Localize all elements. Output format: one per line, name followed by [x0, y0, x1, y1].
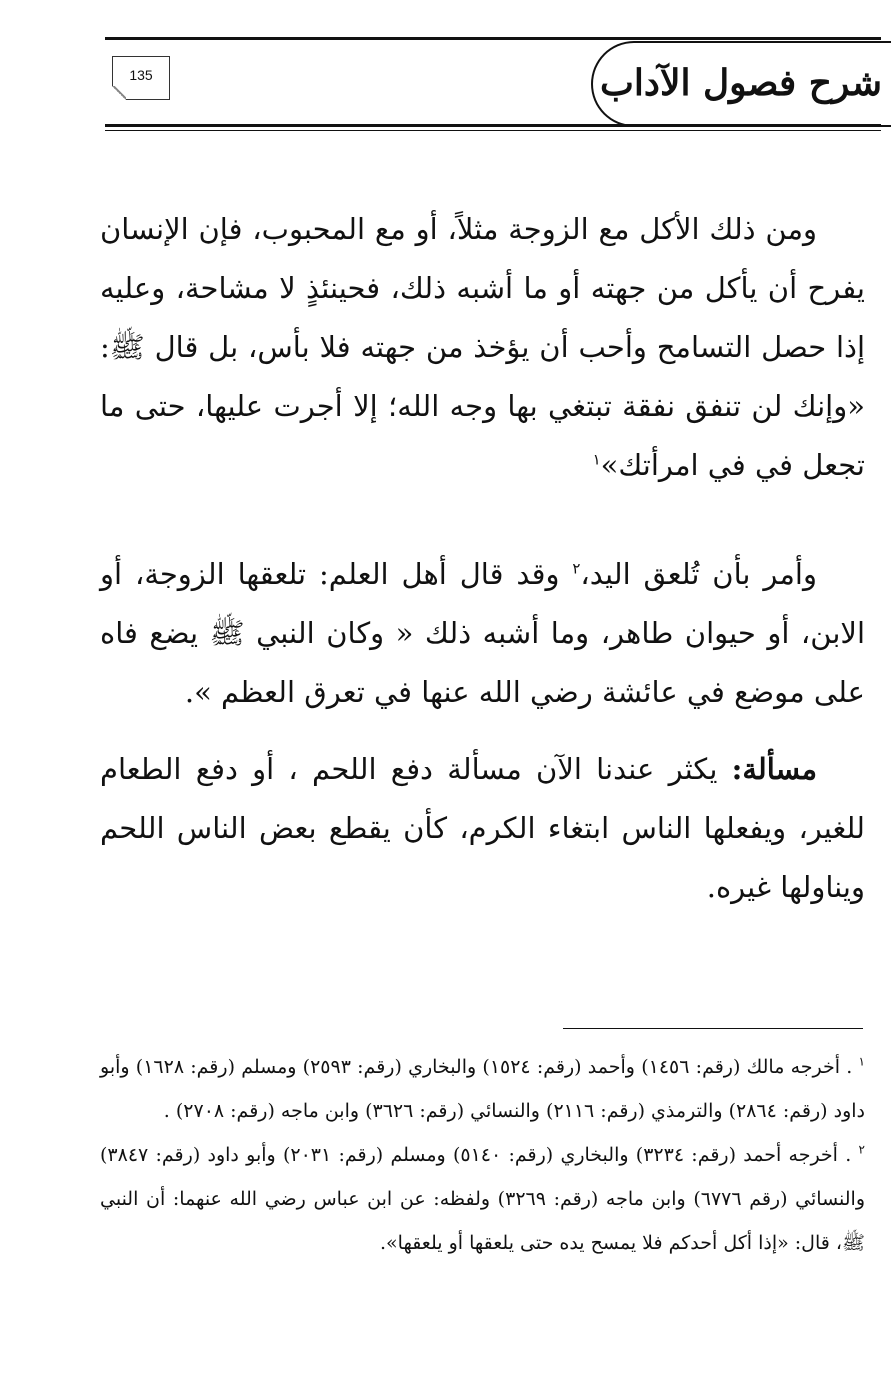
footnote-1 — [100, 1045, 865, 1133]
header-rule-bottom-thin — [105, 130, 881, 131]
footnote-1-text: . أخرجه مالك (رقم: ١٤٥٦) وأحمد (رقم: ١٥٢٤) والبخاري (رقم: ٢٥٩٣) ومسلم (رقم: ١٦٢٨) وأبو داود (رقم: ٢٨٦٤) والترمذي (رقم: ٢١١٦) والنسائي (رقم: ٣٦٢٦) وابن ماجه (رقم: ٢٧٠٨) . — [100, 1056, 865, 1122]
paragraph-1-text: ومن ذلك الأكل مع الزوجة مثلاً، أو مع المحبوب، فإن الإنسان يفرح أن يأكل من جهته أو ما أشبه ذلك، فحينئذٍ لا مشاحة، وعليه إذا حصل التسامح وأحب أن يؤخذ من جهته فلا بأس، بل قال ﷺ: «وإنك لن تنفق نفقة تبتغي بها وجه الله؛ إلا أجرت عليها، حتى ما تجعل في في امرأتك» — [100, 212, 865, 482]
header-rule-top — [105, 37, 881, 40]
footnote-separator — [563, 1028, 863, 1029]
page-number-box — [112, 56, 170, 100]
page-number: 135 — [129, 67, 153, 83]
footnote-2-mark: ٢ — [858, 1142, 865, 1157]
footnote-2 — [100, 1133, 865, 1265]
page-curl-icon — [112, 86, 126, 100]
paragraph-2 — [100, 545, 865, 722]
footnote-1-mark: ١ — [858, 1054, 865, 1069]
paragraph-1 — [100, 200, 865, 495]
footnotes — [100, 1045, 865, 1265]
paragraph-2-text-end: وقد قال أهل العلم: تلعقها الزوجة، أو الابن، أو حيوان طاهر، وما أشبه ذلك « وكان النبي ﷺ يضع فاه على موضع في عائشة رضي الله عنها في تعرق العظم ». — [100, 557, 865, 709]
footnote-ref-2[interactable]: ٢ — [572, 559, 581, 578]
paragraph-3-text: يكثر عندنا الآن مسألة دفع اللحم ، أو دفع الطعام للغير، ويفعلها الناس ابتغاء الكرم، كأن يقطع بعض الناس اللحم ويناولها غيره. — [100, 752, 865, 904]
header-rule-bottom — [105, 124, 881, 127]
running-title: شرح فصول الآداب — [600, 62, 882, 104]
footnote-ref-1[interactable]: ١ — [592, 450, 601, 469]
paragraph-2-text-start: وأمر بأن تُلعق اليد، — [580, 557, 817, 591]
footnote-2-text: . أخرجه أحمد (رقم: ٣٢٣٤) والبخاري (رقم: ٥١٤٠) ومسلم (رقم: ٢٠٣١) وأبو داود (رقم: ٣٨٤٧) والنسائي (رقم ٦٧٧٦) وابن ماجه (رقم: ٣٢٦٩) ولفظه: عن ابن عباس رضي الله عنهما: أن النبي ﷺ، قال: «إذا أكل أحدكم فلا يمسح يده حتى يلعقها أو يلعقها». — [100, 1144, 865, 1254]
issue-label: مسألة: — [731, 752, 817, 786]
paragraph-3 — [100, 740, 865, 917]
